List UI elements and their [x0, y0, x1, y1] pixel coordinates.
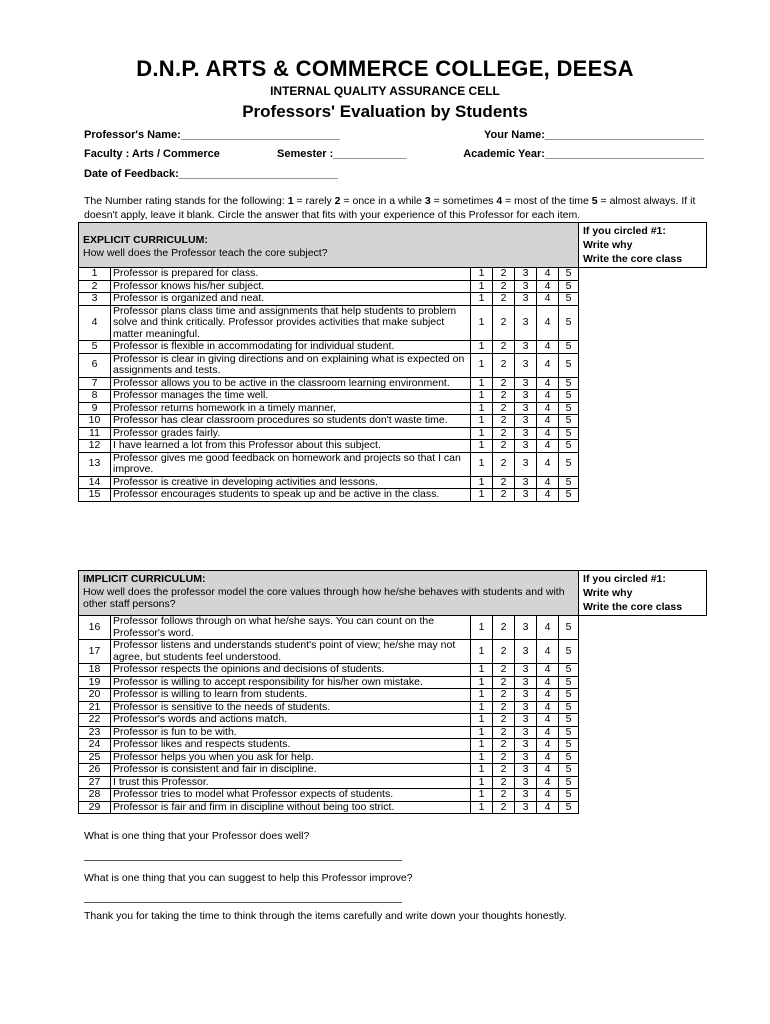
- answer-line-improve[interactable]: [84, 902, 402, 903]
- rating-option-4[interactable]: 4: [537, 353, 559, 377]
- rating-option-2[interactable]: 2: [493, 714, 515, 727]
- rating-option-4[interactable]: 4: [537, 440, 559, 453]
- rating-option-4[interactable]: 4: [537, 664, 559, 677]
- rating-option-1[interactable]: 1: [471, 801, 493, 814]
- rating-option-2[interactable]: 2: [493, 377, 515, 390]
- rating-option-1[interactable]: 1: [471, 305, 493, 341]
- question-improve: What is one thing that you can suggest to help this Professor improve?: [84, 872, 413, 884]
- rating-option-2[interactable]: 2: [493, 764, 515, 777]
- item-number: 19: [79, 676, 111, 689]
- rating-option-1[interactable]: 1: [471, 664, 493, 677]
- rating-option-5[interactable]: 5: [559, 726, 579, 739]
- rating-option-1[interactable]: 1: [471, 341, 493, 354]
- rating-option-5[interactable]: 5: [559, 689, 579, 702]
- your-name-field[interactable]: Your Name:__________________________: [484, 129, 704, 141]
- rating-option-5[interactable]: 5: [559, 280, 579, 293]
- rating-option-1[interactable]: 1: [471, 415, 493, 428]
- item-number: 6: [79, 353, 111, 377]
- item-statement: Professor knows his/her subject.: [111, 280, 471, 293]
- item-number: 14: [79, 476, 111, 489]
- explicit-side-note: [579, 223, 707, 268]
- rating-option-1[interactable]: 1: [471, 427, 493, 440]
- implicit-side-line: Write the core class: [583, 601, 683, 613]
- item-number: 10: [79, 415, 111, 428]
- rating-option-5[interactable]: 5: [559, 789, 579, 802]
- item-number: 29: [79, 801, 111, 814]
- rating-option-3[interactable]: 3: [515, 764, 537, 777]
- implicit-curriculum-table: [78, 570, 707, 814]
- item-statement: Professor is prepared for class.: [111, 268, 471, 281]
- item-number: 12: [79, 440, 111, 453]
- item-statement: Professor likes and respects students.: [111, 739, 471, 752]
- rating-option-5[interactable]: 5: [559, 764, 579, 777]
- rating-option-4[interactable]: 4: [537, 402, 559, 415]
- rating-option-1[interactable]: 1: [471, 726, 493, 739]
- rating-option-2[interactable]: 2: [493, 689, 515, 702]
- rating-option-3[interactable]: 3: [515, 402, 537, 415]
- rating-option-1[interactable]: 1: [471, 280, 493, 293]
- rating-option-4[interactable]: 4: [537, 714, 559, 727]
- rating-option-5[interactable]: 5: [559, 402, 579, 415]
- rating-option-5[interactable]: 5: [559, 476, 579, 489]
- rating-option-2[interactable]: 2: [493, 616, 515, 640]
- item-row: [79, 640, 707, 664]
- rating-option-4[interactable]: 4: [537, 415, 559, 428]
- form-title: Professors' Evaluation by Students: [242, 102, 528, 121]
- item-statement: Professor helps you when you ask for help.: [111, 751, 471, 764]
- rating-option-2[interactable]: 2: [493, 440, 515, 453]
- rating-option-3[interactable]: 3: [515, 476, 537, 489]
- implicit-side-note: [579, 571, 707, 616]
- rating-option-5[interactable]: 5: [559, 776, 579, 789]
- item-statement: Professor's words and actions match.: [111, 714, 471, 727]
- item-number: 22: [79, 714, 111, 727]
- rating-option-5[interactable]: 5: [559, 801, 579, 814]
- rating-option-2[interactable]: 2: [493, 739, 515, 752]
- rating-option-5[interactable]: 5: [559, 353, 579, 377]
- implicit-question: How well does the professor model the core values through how he/she behaves with students and with other staff persons?: [83, 585, 565, 610]
- rating-option-3[interactable]: 3: [515, 280, 537, 293]
- rating-option-4[interactable]: 4: [537, 640, 559, 664]
- item-row: [79, 616, 707, 640]
- rating-option-1[interactable]: 1: [471, 701, 493, 714]
- item-statement: I have learned a lot from this Professor about this subject.: [111, 440, 471, 453]
- rating-option-1[interactable]: 1: [471, 776, 493, 789]
- rating-option-4[interactable]: 4: [537, 776, 559, 789]
- rating-option-1[interactable]: 1: [471, 452, 493, 476]
- rating-option-4[interactable]: 4: [537, 489, 559, 502]
- item-row: [79, 689, 707, 702]
- iqac-subtitle: INTERNAL QUALITY ASSURANCE CELL: [270, 84, 500, 98]
- rating-option-4[interactable]: 4: [537, 616, 559, 640]
- rating-option-5[interactable]: 5: [559, 440, 579, 453]
- item-statement: Professor is fair and firm in discipline without being too strict.: [111, 801, 471, 814]
- item-statement: Professor respects the opinions and decisions of students.: [111, 664, 471, 677]
- professor-name-field[interactable]: Professor's Name:__________________________: [84, 129, 340, 141]
- rating-option-3[interactable]: 3: [515, 390, 537, 403]
- item-number: 4: [79, 305, 111, 341]
- rating-option-1[interactable]: 1: [471, 616, 493, 640]
- item-row: [79, 440, 707, 453]
- item-statement: I trust this Professor.: [111, 776, 471, 789]
- item-statement: Professor tries to model what Professor expects of students.: [111, 789, 471, 802]
- rating-option-4[interactable]: 4: [537, 726, 559, 739]
- item-statement: Professor allows you to be active in the classroom learning environment.: [111, 377, 471, 390]
- rating-option-3[interactable]: 3: [515, 293, 537, 306]
- explicit-heading: [79, 223, 579, 268]
- rating-option-2[interactable]: 2: [493, 280, 515, 293]
- rating-option-4[interactable]: 4: [537, 390, 559, 403]
- rating-option-3[interactable]: 3: [515, 640, 537, 664]
- rating-option-1[interactable]: 1: [471, 764, 493, 777]
- rating-option-2[interactable]: 2: [493, 353, 515, 377]
- rating-option-3[interactable]: 3: [515, 427, 537, 440]
- rating-option-3[interactable]: 3: [515, 664, 537, 677]
- rating-option-5[interactable]: 5: [559, 415, 579, 428]
- item-statement: Professor is clear in giving directions and on explaining what is expected on assignments and tests.: [111, 353, 471, 377]
- academic-year-field[interactable]: Academic Year:__________________________: [463, 148, 704, 160]
- rating-option-4[interactable]: 4: [537, 268, 559, 281]
- item-number: 3: [79, 293, 111, 306]
- implicit-heading: [79, 571, 579, 616]
- item-row: [79, 726, 707, 739]
- rating-option-3[interactable]: 3: [515, 739, 537, 752]
- rating-option-2[interactable]: 2: [493, 676, 515, 689]
- rating-option-5[interactable]: 5: [559, 377, 579, 390]
- rating-option-4[interactable]: 4: [537, 764, 559, 777]
- rating-option-2[interactable]: 2: [493, 726, 515, 739]
- item-number: 17: [79, 640, 111, 664]
- item-statement: Professor returns homework in a timely manner,: [111, 402, 471, 415]
- item-row: [79, 415, 707, 428]
- item-number: 13: [79, 452, 111, 476]
- college-title: D.N.P. ARTS & COMMERCE COLLEGE, DEESA: [136, 56, 634, 81]
- item-row: [79, 676, 707, 689]
- implicit-side-line: Write why: [583, 587, 633, 599]
- rating-option-1[interactable]: 1: [471, 489, 493, 502]
- rating-option-2[interactable]: 2: [493, 789, 515, 802]
- rating-option-5[interactable]: 5: [559, 452, 579, 476]
- item-number: 8: [79, 390, 111, 403]
- rating-option-3[interactable]: 3: [515, 726, 537, 739]
- rating-option-2[interactable]: 2: [493, 801, 515, 814]
- rating-option-3[interactable]: 3: [515, 701, 537, 714]
- rating-option-4[interactable]: 4: [537, 701, 559, 714]
- rating-option-1[interactable]: 1: [471, 751, 493, 764]
- item-number: 23: [79, 726, 111, 739]
- rating-option-4[interactable]: 4: [537, 789, 559, 802]
- rating-option-3[interactable]: 3: [515, 341, 537, 354]
- item-row: [79, 377, 707, 390]
- implicit-header-row: [79, 571, 707, 616]
- item-number: 26: [79, 764, 111, 777]
- rating-option-3[interactable]: 3: [515, 440, 537, 453]
- item-row: [79, 664, 707, 677]
- rating-option-4[interactable]: 4: [537, 452, 559, 476]
- rating-option-3[interactable]: 3: [515, 268, 537, 281]
- rating-option-3[interactable]: 3: [515, 789, 537, 802]
- item-row: [79, 489, 707, 502]
- rating-option-1[interactable]: 1: [471, 689, 493, 702]
- rating-option-1[interactable]: 1: [471, 377, 493, 390]
- rating-option-2[interactable]: 2: [493, 293, 515, 306]
- rating-option-3[interactable]: 3: [515, 776, 537, 789]
- rating-option-2[interactable]: 2: [493, 452, 515, 476]
- rating-option-5[interactable]: 5: [559, 701, 579, 714]
- explicit-side-line: Write the core class: [583, 253, 683, 265]
- rating-option-4[interactable]: 4: [537, 739, 559, 752]
- rating-option-2[interactable]: 2: [493, 640, 515, 664]
- explicit-question: How well does the Professor teach the core subject?: [83, 246, 328, 259]
- item-row: [79, 268, 707, 281]
- item-row: [79, 776, 707, 789]
- faculty-field: Faculty : Arts / Commerce: [84, 148, 220, 160]
- item-statement: Professor is sensitive to the needs of students.: [111, 701, 471, 714]
- item-row: [79, 305, 707, 341]
- item-row: [79, 789, 707, 802]
- item-number: 2: [79, 280, 111, 293]
- rating-option-2[interactable]: 2: [493, 427, 515, 440]
- rating-option-3[interactable]: 3: [515, 801, 537, 814]
- answer-line-does-well[interactable]: [84, 860, 402, 861]
- rating-option-5[interactable]: 5: [559, 640, 579, 664]
- item-number: 28: [79, 789, 111, 802]
- rating-option-4[interactable]: 4: [537, 341, 559, 354]
- rating-option-5[interactable]: 5: [559, 489, 579, 502]
- rating-option-4[interactable]: 4: [537, 689, 559, 702]
- rating-option-1[interactable]: 1: [471, 676, 493, 689]
- question-does-well: What is one thing that your Professor does well?: [84, 830, 310, 842]
- item-number: 18: [79, 664, 111, 677]
- item-number: 7: [79, 377, 111, 390]
- rating-option-3[interactable]: 3: [515, 689, 537, 702]
- item-number: 11: [79, 427, 111, 440]
- explicit-side-line: If you circled #1:: [583, 225, 666, 237]
- rating-option-3[interactable]: 3: [515, 305, 537, 341]
- rating-option-5[interactable]: 5: [559, 427, 579, 440]
- item-row: [79, 739, 707, 752]
- rating-option-2[interactable]: 2: [493, 415, 515, 428]
- explicit-curriculum-table: [78, 222, 707, 502]
- rating-option-3[interactable]: 3: [515, 676, 537, 689]
- item-statement: Professor listens and understands student's point of view; he/she may not agree, but students feel understood.: [111, 640, 471, 664]
- item-row: [79, 390, 707, 403]
- rating-option-1[interactable]: 1: [471, 402, 493, 415]
- rating-option-2[interactable]: 2: [493, 390, 515, 403]
- rating-option-1[interactable]: 1: [471, 714, 493, 727]
- item-statement: Professor gives me good feedback on homework and projects so that I can improve.: [111, 452, 471, 476]
- rating-option-2[interactable]: 2: [493, 776, 515, 789]
- item-number: 9: [79, 402, 111, 415]
- item-row: [79, 476, 707, 489]
- rating-option-5[interactable]: 5: [559, 616, 579, 640]
- item-number: 20: [79, 689, 111, 702]
- item-number: 5: [79, 341, 111, 354]
- rating-option-3[interactable]: 3: [515, 714, 537, 727]
- item-number: 15: [79, 489, 111, 502]
- rating-option-1[interactable]: 1: [471, 268, 493, 281]
- rating-option-1[interactable]: 1: [471, 739, 493, 752]
- rating-option-2[interactable]: 2: [493, 476, 515, 489]
- item-number: 16: [79, 616, 111, 640]
- rating-option-2[interactable]: 2: [493, 664, 515, 677]
- implicit-side-line: If you circled #1:: [583, 573, 666, 585]
- rating-option-5[interactable]: 5: [559, 268, 579, 281]
- rating-option-2[interactable]: 2: [493, 341, 515, 354]
- item-statement: Professor is willing to accept responsibility for his/her own mistake.: [111, 676, 471, 689]
- rating-option-3[interactable]: 3: [515, 415, 537, 428]
- item-row: [79, 764, 707, 777]
- rating-option-4[interactable]: 4: [537, 427, 559, 440]
- item-number: 24: [79, 739, 111, 752]
- item-statement: Professor is fun to be with.: [111, 726, 471, 739]
- item-statement: Professor is willing to learn from students.: [111, 689, 471, 702]
- rating-option-1[interactable]: 1: [471, 640, 493, 664]
- item-statement: Professor manages the time well.: [111, 390, 471, 403]
- rating-option-5[interactable]: 5: [559, 714, 579, 727]
- item-row: [79, 353, 707, 377]
- rating-option-3[interactable]: 3: [515, 489, 537, 502]
- item-number: 21: [79, 701, 111, 714]
- rating-option-1[interactable]: 1: [471, 293, 493, 306]
- rating-option-5[interactable]: 5: [559, 676, 579, 689]
- rating-option-5[interactable]: 5: [559, 739, 579, 752]
- explicit-side-line: Write why: [583, 239, 633, 251]
- rating-option-4[interactable]: 4: [537, 293, 559, 306]
- item-statement: Professor encourages students to speak up and be active in the class.: [111, 489, 471, 502]
- rating-option-4[interactable]: 4: [537, 676, 559, 689]
- rating-option-3[interactable]: 3: [515, 452, 537, 476]
- rating-option-5[interactable]: 5: [559, 751, 579, 764]
- rating-option-2[interactable]: 2: [493, 305, 515, 341]
- rating-option-2[interactable]: 2: [493, 751, 515, 764]
- rating-option-2[interactable]: 2: [493, 402, 515, 415]
- item-row: [79, 280, 707, 293]
- item-number: 27: [79, 776, 111, 789]
- explicit-heading-label: EXPLICIT CURRICULUM:: [83, 234, 208, 246]
- item-number: 1: [79, 268, 111, 281]
- item-statement: Professor is flexible in accommodating for individual student.: [111, 341, 471, 354]
- item-statement: Professor grades fairly.: [111, 427, 471, 440]
- rating-option-1[interactable]: 1: [471, 789, 493, 802]
- rating-option-5[interactable]: 5: [559, 293, 579, 306]
- rating-option-4[interactable]: 4: [537, 280, 559, 293]
- rating-option-4[interactable]: 4: [537, 476, 559, 489]
- rating-option-2[interactable]: 2: [493, 489, 515, 502]
- rating-option-3[interactable]: 3: [515, 377, 537, 390]
- thank-you-note: Thank you for taking the time to think through the items carefully and write down your thoughts honestly.: [84, 910, 567, 922]
- rating-option-1[interactable]: 1: [471, 390, 493, 403]
- item-row: [79, 293, 707, 306]
- rating-option-5[interactable]: 5: [559, 664, 579, 677]
- item-row: [79, 714, 707, 727]
- item-statement: Professor is creative in developing activities and lessons.: [111, 476, 471, 489]
- item-row: [79, 701, 707, 714]
- rating-option-2[interactable]: 2: [493, 701, 515, 714]
- rating-option-4[interactable]: 4: [537, 305, 559, 341]
- item-number: 25: [79, 751, 111, 764]
- rating-option-3[interactable]: 3: [515, 616, 537, 640]
- rating-option-1[interactable]: 1: [471, 476, 493, 489]
- rating-instructions: The Number rating stands for the following: 1 = rarely 2 = once in a while 3 = sometimes 4 = most of the time 5 = almost always. If it doesn't apply, leave it blank. Circle the answer that fits with your experience of this Professor for each item.: [84, 195, 696, 221]
- item-statement: Professor has clear classroom procedures so students don't waste time.: [111, 415, 471, 428]
- rating-option-1[interactable]: 1: [471, 353, 493, 377]
- rating-option-5[interactable]: 5: [559, 390, 579, 403]
- item-row: [79, 751, 707, 764]
- date-of-feedback-field[interactable]: Date of Feedback:__________________________: [84, 168, 338, 180]
- implicit-heading-label: IMPLICIT CURRICULUM:: [83, 573, 206, 585]
- item-statement: Professor plans class time and assignments that help students to problem solve and think critically. Professor provides activities that make subject matter meaningful.: [111, 305, 471, 341]
- rating-option-5[interactable]: 5: [559, 341, 579, 354]
- item-row: [79, 801, 707, 814]
- item-row: [79, 452, 707, 476]
- item-statement: Professor is organized and neat.: [111, 293, 471, 306]
- explicit-header-row: [79, 223, 707, 268]
- item-statement: Professor is consistent and fair in discipline.: [111, 764, 471, 777]
- rating-option-4[interactable]: 4: [537, 751, 559, 764]
- rating-option-3[interactable]: 3: [515, 751, 537, 764]
- item-statement: Professor follows through on what he/she says. You can count on the Professor's word.: [111, 616, 471, 640]
- rating-option-1[interactable]: 1: [471, 440, 493, 453]
- semester-field[interactable]: Semester :____________: [277, 148, 407, 160]
- rating-option-4[interactable]: 4: [537, 377, 559, 390]
- item-row: [79, 402, 707, 415]
- rating-option-5[interactable]: 5: [559, 305, 579, 341]
- rating-option-3[interactable]: 3: [515, 353, 537, 377]
- item-row: [79, 427, 707, 440]
- item-row: [79, 341, 707, 354]
- rating-option-2[interactable]: 2: [493, 268, 515, 281]
- rating-option-4[interactable]: 4: [537, 801, 559, 814]
